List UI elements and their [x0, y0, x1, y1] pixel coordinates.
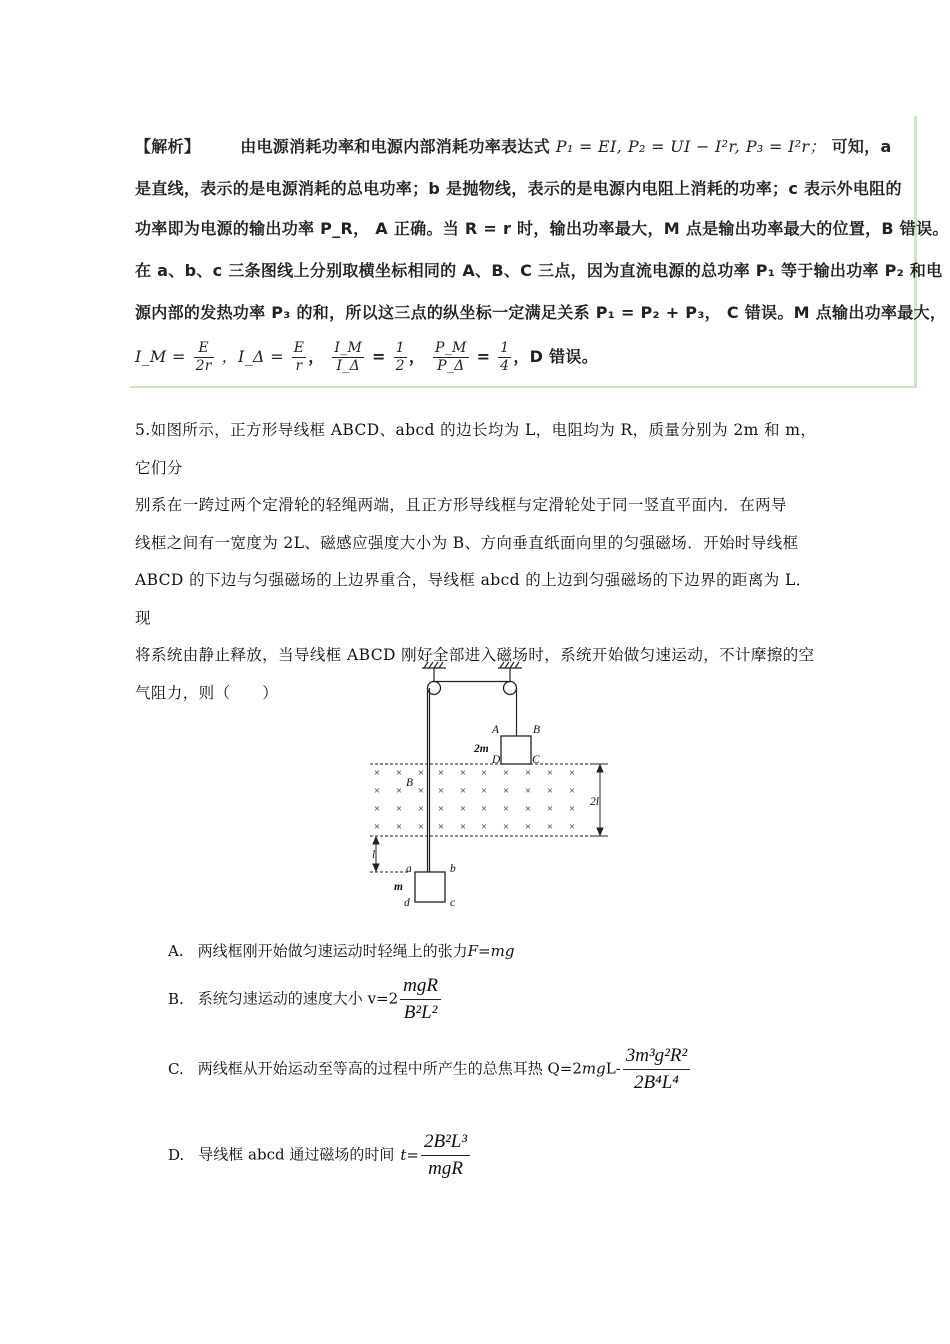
label-2l: 2l: [590, 796, 599, 808]
option-a[interactable]: A. 两线框刚开始做匀速运动时轻绳上的张力F=mg: [168, 942, 515, 960]
label-C: C: [532, 754, 540, 766]
analysis-line-1: 【解析】 由电源消耗功率和电源内部消耗功率表达式 P₁ = EI, P₂ = UI − I²r, P₃ = I²r； 可知，a: [135, 137, 892, 156]
field-cross: ×: [502, 803, 510, 815]
field-cross: ×: [395, 785, 403, 797]
question-line: 线框之间有一宽度为 2L、磁感应强度大小为 B、方向垂直纸面向里的匀强磁场．开始时导线框: [135, 533, 799, 552]
field-cross: ×: [417, 785, 425, 797]
fraction-e-over-r: $\frac{E}{r}$: [293, 340, 305, 374]
label-D: D: [492, 754, 501, 766]
field-cross: ×: [524, 821, 532, 833]
field-cross: ×: [480, 803, 488, 815]
label-A: A: [492, 724, 500, 736]
analysis-line-3: 功率即为电源的输出功率 P_R， A 正确。当 R = r 时，输出功率最大，M 点是输出功率最大的位置，B 错误。: [135, 219, 949, 238]
option-d[interactable]: D. 导线框 abcd 通过磁场的时间 t= 2B²L³ mgR: [168, 1130, 470, 1181]
label-field-B: B: [406, 777, 414, 789]
field-cross: ×: [524, 785, 532, 797]
analysis-line-5: 源内部的发热功率 P₃ 的和，所以这三点的纵坐标一定满足关系 P₁ = P₂ + P₃， C 错误。M 点输出功率最大，: [135, 303, 947, 322]
field-cross: ×: [546, 821, 554, 833]
field-cross: ×: [437, 803, 445, 815]
fraction-3m3g2r2-over-2b4l4: $\frac{\text{3m³g²R²}}{\text{2B⁴L⁴}}$: [623, 1044, 690, 1095]
field-cross: ×: [568, 785, 576, 797]
field-cross: ×: [437, 767, 445, 779]
field-cross: ×: [373, 785, 381, 797]
fraction-e-over-2r: $\frac{E}{2r}$: [195, 340, 212, 374]
question-line: 别系在一跨过两个定滑轮的轻绳两端，且正方形导线框与定滑轮处于同一竖直平面内．在两导: [135, 496, 787, 514]
field-cross: ×: [546, 803, 554, 815]
analysis-tag: 【解析】: [135, 137, 201, 156]
ceiling-support-right: [498, 662, 522, 682]
fraction-mgr-over-b2l2: mgR B²L²: [400, 974, 441, 1025]
fraction-2b2l3-over-mgr: 2B²L³ mgR: [421, 1130, 470, 1181]
field-cross: ×: [480, 821, 488, 833]
field-cross: ×: [373, 803, 381, 815]
option-b[interactable]: B. 系统匀速运动的速度大小 v=2 mgR B²L²: [168, 974, 441, 1025]
field-cross: ×: [568, 767, 576, 779]
field-cross: ×: [502, 785, 510, 797]
analysis-line-2: 是直线，表示的是电源消耗的总电功率；b 是抛物线，表示的是电源内电阻上消耗的功率；c 表示外电阻的: [135, 179, 902, 198]
label-mass-m: m: [394, 881, 403, 893]
field-cross: ×: [417, 821, 425, 833]
fraction-pm-over-pd: $\frac{P\_M}{P\_\Delta}$: [435, 340, 467, 374]
label-B: B: [533, 724, 541, 736]
field-cross: ×: [546, 767, 554, 779]
field-cross: ×: [437, 821, 445, 833]
field-cross: ×: [459, 785, 467, 797]
label-d: d: [404, 897, 410, 909]
field-cross: ×: [437, 785, 445, 797]
question-line: 气阻力，则（ ）: [135, 683, 279, 702]
field-cross: ×: [459, 767, 467, 779]
label-l: l: [372, 849, 376, 861]
field-cross: ×: [395, 767, 403, 779]
label-b: b: [450, 863, 456, 875]
pulley-right: [504, 682, 517, 695]
field-cross: ×: [480, 767, 488, 779]
field-cross: ×: [480, 785, 488, 797]
label-mass-2m: 2m: [474, 743, 489, 755]
question-line: 5.如图所示，正方形导线框 ABCD、abcd 的边长均为 L，电阻均为 R，质量分别为 2m 和 m，它们分: [135, 421, 817, 477]
field-cross: ×: [417, 803, 425, 815]
analysis-box: [130, 116, 949, 388]
field-cross: ×: [459, 821, 467, 833]
question-line: ABCD 的下边与匀强磁场的上边界重合，导线框 abcd 的上边到匀强磁场的下边界的距离为 L．现: [135, 571, 812, 627]
field-cross: ×: [395, 803, 403, 815]
fraction-one-quarter: $\frac{1}{4}$: [500, 340, 510, 374]
field-cross: ×: [502, 767, 510, 779]
field-cross: ×: [568, 803, 576, 815]
pulley-magnetic-field-diagram: [368, 660, 618, 915]
dimension-l: [370, 837, 408, 872]
label-a: a: [406, 863, 412, 875]
fraction-im-over-id: $\frac{I\_M}{I\_\Delta}$: [334, 340, 363, 374]
field-cross: ×: [524, 767, 532, 779]
label-c: c: [450, 897, 456, 909]
field-cross: ×: [417, 767, 425, 779]
field-cross: ×: [568, 821, 576, 833]
field-cross: ×: [459, 803, 467, 815]
option-c[interactable]: C. 两线框从开始运动至等高的过程中所产生的总焦耳热 Q=2mgL- $\frac{\text{3m³g²R²}}{\text{2B⁴L⁴}}$: [168, 1044, 690, 1095]
field-cross: ×: [395, 821, 403, 833]
field-cross: ×: [546, 785, 554, 797]
field-cross: ×: [502, 821, 510, 833]
analysis-line-6: I_M = $\frac{E}{2r}$ ，I_Δ = $\frac{E}{r}$ ， $\frac{I\_M}{I\_\Delta}$ = $\frac{1}{2}$ ， $\frac{P\_M}{P\_\Delta}$ = $\frac{1}{4}$ ，D 错误。: [135, 340, 599, 374]
field-cross: ×: [524, 803, 532, 815]
frame-abcd-lower: [415, 872, 445, 902]
frame-abcd-upper: [501, 736, 531, 764]
ceiling-support-left: [422, 662, 446, 682]
analysis-line-4: 在 a、b、c 三条图线上分别取横坐标相同的 A、B、C 三点，因为直流电源的总功率 P₁ 等于输出功率 P₂ 和电: [135, 261, 943, 280]
magnetic-field-crosses: [374, 767, 575, 833]
fraction-one-half: $\frac{1}{2}$: [395, 340, 405, 374]
field-cross: ×: [373, 767, 381, 779]
question-line: 将系统由静止释放，当导线框 ABCD 刚好全部进入磁场时，系统开始做匀速运动，不计摩擦的空: [135, 646, 815, 664]
field-cross: ×: [373, 821, 381, 833]
